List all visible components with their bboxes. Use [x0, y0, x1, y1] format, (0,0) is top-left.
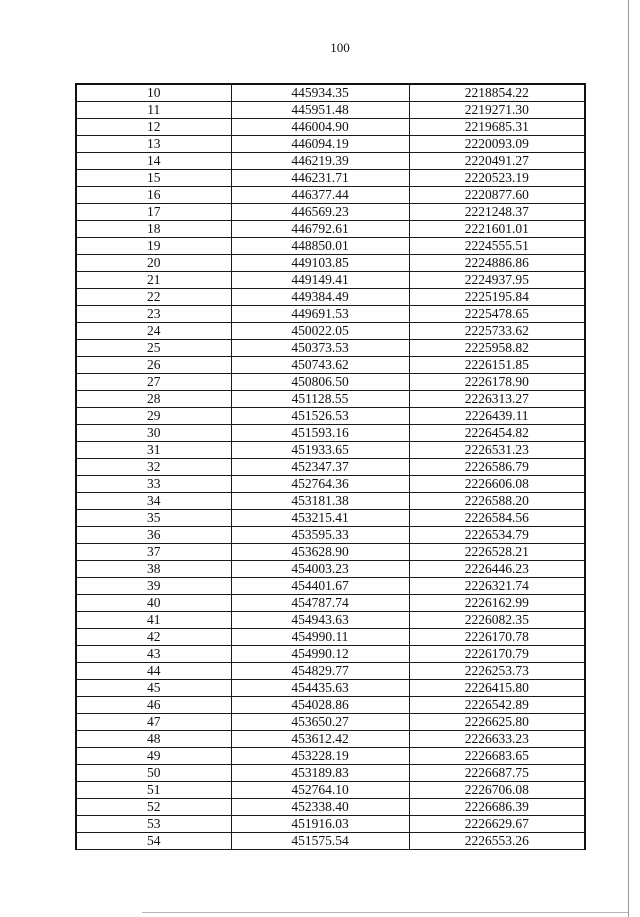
- point-number-cell: 46: [76, 697, 231, 714]
- y-coordinate-cell: 2226162.99: [409, 595, 585, 612]
- table-row: [76, 595, 585, 612]
- table-row: [76, 323, 585, 340]
- point-number-cell: 13: [76, 136, 231, 153]
- x-coordinate-cell: 453228.19: [231, 748, 409, 765]
- x-coordinate-cell: 453189.83: [231, 765, 409, 782]
- table-row: [76, 374, 585, 391]
- point-number-cell: 31: [76, 442, 231, 459]
- x-coordinate-cell: 446219.39: [231, 153, 409, 170]
- table-row: [76, 84, 585, 102]
- y-coordinate-cell: 2226313.27: [409, 391, 585, 408]
- table-row: [76, 306, 585, 323]
- point-number-cell: 21: [76, 272, 231, 289]
- x-coordinate-cell: 453595.33: [231, 527, 409, 544]
- point-number-cell: 32: [76, 459, 231, 476]
- table-row: [76, 289, 585, 306]
- x-coordinate-cell: 449384.49: [231, 289, 409, 306]
- y-coordinate-cell: 2226553.26: [409, 833, 585, 850]
- x-coordinate-cell: 451128.55: [231, 391, 409, 408]
- point-number-cell: 26: [76, 357, 231, 374]
- point-number-cell: 36: [76, 527, 231, 544]
- point-number-cell: 42: [76, 629, 231, 646]
- table-row: [76, 629, 585, 646]
- point-number-cell: 18: [76, 221, 231, 238]
- table-row: [76, 799, 585, 816]
- point-number-cell: 15: [76, 170, 231, 187]
- table-row: [76, 408, 585, 425]
- y-coordinate-cell: 2226687.75: [409, 765, 585, 782]
- point-number-cell: 17: [76, 204, 231, 221]
- x-coordinate-cell: 446004.90: [231, 119, 409, 136]
- y-coordinate-cell: 2220523.19: [409, 170, 585, 187]
- point-number-cell: 37: [76, 544, 231, 561]
- table-row: [76, 578, 585, 595]
- x-coordinate-cell: 452764.36: [231, 476, 409, 493]
- x-coordinate-cell: 449691.53: [231, 306, 409, 323]
- point-number-cell: 22: [76, 289, 231, 306]
- y-coordinate-cell: 2226454.82: [409, 425, 585, 442]
- point-number-cell: 28: [76, 391, 231, 408]
- y-coordinate-cell: 2226542.89: [409, 697, 585, 714]
- x-coordinate-cell: 453650.27: [231, 714, 409, 731]
- table-row: [76, 204, 585, 221]
- table-row: [76, 663, 585, 680]
- table-row: [76, 170, 585, 187]
- table-row: [76, 646, 585, 663]
- point-number-cell: 43: [76, 646, 231, 663]
- y-coordinate-cell: 2226706.08: [409, 782, 585, 799]
- point-number-cell: 10: [76, 84, 231, 102]
- point-number-cell: 41: [76, 612, 231, 629]
- y-coordinate-cell: 2226439.11: [409, 408, 585, 425]
- y-coordinate-cell: 2226606.08: [409, 476, 585, 493]
- table-row: [76, 459, 585, 476]
- table-row: [76, 357, 585, 374]
- y-coordinate-cell: 2226683.65: [409, 748, 585, 765]
- y-coordinate-cell: 2226321.74: [409, 578, 585, 595]
- y-coordinate-cell: 2221601.01: [409, 221, 585, 238]
- table-row: [76, 255, 585, 272]
- y-coordinate-cell: 2226534.79: [409, 527, 585, 544]
- point-number-cell: 30: [76, 425, 231, 442]
- y-coordinate-cell: 2219271.30: [409, 102, 585, 119]
- y-coordinate-cell: 2226415.80: [409, 680, 585, 697]
- x-coordinate-cell: 451526.53: [231, 408, 409, 425]
- x-coordinate-cell: 446377.44: [231, 187, 409, 204]
- x-coordinate-cell: 446569.23: [231, 204, 409, 221]
- y-coordinate-cell: 2225478.65: [409, 306, 585, 323]
- x-coordinate-cell: 446094.19: [231, 136, 409, 153]
- x-coordinate-cell: 451575.54: [231, 833, 409, 850]
- x-coordinate-cell: 454028.86: [231, 697, 409, 714]
- table-row: [76, 493, 585, 510]
- page-edge-bottom: [142, 912, 628, 913]
- y-coordinate-cell: 2226633.23: [409, 731, 585, 748]
- x-coordinate-cell: 446231.71: [231, 170, 409, 187]
- point-number-cell: 33: [76, 476, 231, 493]
- point-number-cell: 40: [76, 595, 231, 612]
- y-coordinate-cell: 2225733.62: [409, 323, 585, 340]
- table-row: [76, 153, 585, 170]
- x-coordinate-cell: 453215.41: [231, 510, 409, 527]
- table-row: [76, 340, 585, 357]
- point-number-cell: 14: [76, 153, 231, 170]
- table-row: [76, 136, 585, 153]
- y-coordinate-cell: 2226170.78: [409, 629, 585, 646]
- table-row: [76, 102, 585, 119]
- table-row: [76, 391, 585, 408]
- x-coordinate-cell: 454990.12: [231, 646, 409, 663]
- x-coordinate-cell: 450022.05: [231, 323, 409, 340]
- y-coordinate-cell: 2225195.84: [409, 289, 585, 306]
- point-number-cell: 50: [76, 765, 231, 782]
- x-coordinate-cell: 454943.63: [231, 612, 409, 629]
- point-number-cell: 53: [76, 816, 231, 833]
- table-row: [76, 680, 585, 697]
- y-coordinate-cell: 2221248.37: [409, 204, 585, 221]
- point-number-cell: 16: [76, 187, 231, 204]
- table-row: [76, 714, 585, 731]
- point-number-cell: 23: [76, 306, 231, 323]
- point-number-cell: 39: [76, 578, 231, 595]
- y-coordinate-cell: 2226531.23: [409, 442, 585, 459]
- point-number-cell: 48: [76, 731, 231, 748]
- y-coordinate-cell: 2224555.51: [409, 238, 585, 255]
- table-row: [76, 697, 585, 714]
- y-coordinate-cell: 2219685.31: [409, 119, 585, 136]
- x-coordinate-cell: 451593.16: [231, 425, 409, 442]
- point-number-cell: 44: [76, 663, 231, 680]
- table-row: [76, 238, 585, 255]
- x-coordinate-cell: 451916.03: [231, 816, 409, 833]
- point-number-cell: 45: [76, 680, 231, 697]
- y-coordinate-cell: 2220491.27: [409, 153, 585, 170]
- point-number-cell: 29: [76, 408, 231, 425]
- table-row: [76, 425, 585, 442]
- x-coordinate-cell: 450373.53: [231, 340, 409, 357]
- y-coordinate-cell: 2220877.60: [409, 187, 585, 204]
- point-number-cell: 51: [76, 782, 231, 799]
- x-coordinate-cell: 452347.37: [231, 459, 409, 476]
- x-coordinate-cell: 450743.62: [231, 357, 409, 374]
- point-number-cell: 27: [76, 374, 231, 391]
- y-coordinate-cell: 2220093.09: [409, 136, 585, 153]
- y-coordinate-cell: 2225958.82: [409, 340, 585, 357]
- x-coordinate-cell: 453628.90: [231, 544, 409, 561]
- x-coordinate-cell: 454003.23: [231, 561, 409, 578]
- point-number-cell: 12: [76, 119, 231, 136]
- point-number-cell: 11: [76, 102, 231, 119]
- point-number-cell: 49: [76, 748, 231, 765]
- table-row: [76, 612, 585, 629]
- table-row: [76, 833, 585, 850]
- x-coordinate-cell: 454401.67: [231, 578, 409, 595]
- y-coordinate-cell: 2226584.56: [409, 510, 585, 527]
- x-coordinate-cell: 448850.01: [231, 238, 409, 255]
- point-number-cell: 38: [76, 561, 231, 578]
- table-row: [76, 765, 585, 782]
- point-number-cell: 54: [76, 833, 231, 850]
- x-coordinate-cell: 454990.11: [231, 629, 409, 646]
- table-row: [76, 544, 585, 561]
- x-coordinate-cell: 454829.77: [231, 663, 409, 680]
- table-row: [76, 731, 585, 748]
- point-number-cell: 20: [76, 255, 231, 272]
- y-coordinate-cell: 2226586.79: [409, 459, 585, 476]
- table-row: [76, 476, 585, 493]
- table-row: [76, 561, 585, 578]
- y-coordinate-cell: 2226253.73: [409, 663, 585, 680]
- point-number-cell: 19: [76, 238, 231, 255]
- x-coordinate-cell: 445951.48: [231, 102, 409, 119]
- point-number-cell: 34: [76, 493, 231, 510]
- table-row: [76, 782, 585, 799]
- x-coordinate-cell: 446792.61: [231, 221, 409, 238]
- table-row: [76, 187, 585, 204]
- table-row: [76, 527, 585, 544]
- x-coordinate-cell: 453181.38: [231, 493, 409, 510]
- table-row: [76, 442, 585, 459]
- table-row: [76, 221, 585, 238]
- x-coordinate-cell: 445934.35: [231, 84, 409, 102]
- y-coordinate-cell: 2226588.20: [409, 493, 585, 510]
- y-coordinate-cell: 2226625.80: [409, 714, 585, 731]
- y-coordinate-cell: 2226528.21: [409, 544, 585, 561]
- x-coordinate-cell: 454787.74: [231, 595, 409, 612]
- x-coordinate-cell: 452338.40: [231, 799, 409, 816]
- x-coordinate-cell: 452764.10: [231, 782, 409, 799]
- x-coordinate-cell: 453612.42: [231, 731, 409, 748]
- table-row: [76, 119, 585, 136]
- coordinates-table-body: [76, 84, 585, 850]
- table-row: [76, 748, 585, 765]
- x-coordinate-cell: 449103.85: [231, 255, 409, 272]
- y-coordinate-cell: 2226446.23: [409, 561, 585, 578]
- y-coordinate-cell: 2226686.39: [409, 799, 585, 816]
- y-coordinate-cell: 2226629.67: [409, 816, 585, 833]
- coordinates-table: [75, 83, 586, 850]
- x-coordinate-cell: 449149.41: [231, 272, 409, 289]
- y-coordinate-cell: 2226151.85: [409, 357, 585, 374]
- y-coordinate-cell: 2226170.79: [409, 646, 585, 663]
- page-edge-right: [628, 0, 629, 917]
- page-number: 100: [330, 40, 350, 55]
- x-coordinate-cell: 454435.63: [231, 680, 409, 697]
- y-coordinate-cell: 2226082.35: [409, 612, 585, 629]
- y-coordinate-cell: 2224937.95: [409, 272, 585, 289]
- point-number-cell: 25: [76, 340, 231, 357]
- y-coordinate-cell: 2226178.90: [409, 374, 585, 391]
- point-number-cell: 24: [76, 323, 231, 340]
- point-number-cell: 35: [76, 510, 231, 527]
- point-number-cell: 52: [76, 799, 231, 816]
- x-coordinate-cell: 451933.65: [231, 442, 409, 459]
- x-coordinate-cell: 450806.50: [231, 374, 409, 391]
- table-row: [76, 816, 585, 833]
- y-coordinate-cell: 2224886.86: [409, 255, 585, 272]
- table-row: [76, 510, 585, 527]
- y-coordinate-cell: 2218854.22: [409, 84, 585, 102]
- table-row: [76, 272, 585, 289]
- point-number-cell: 47: [76, 714, 231, 731]
